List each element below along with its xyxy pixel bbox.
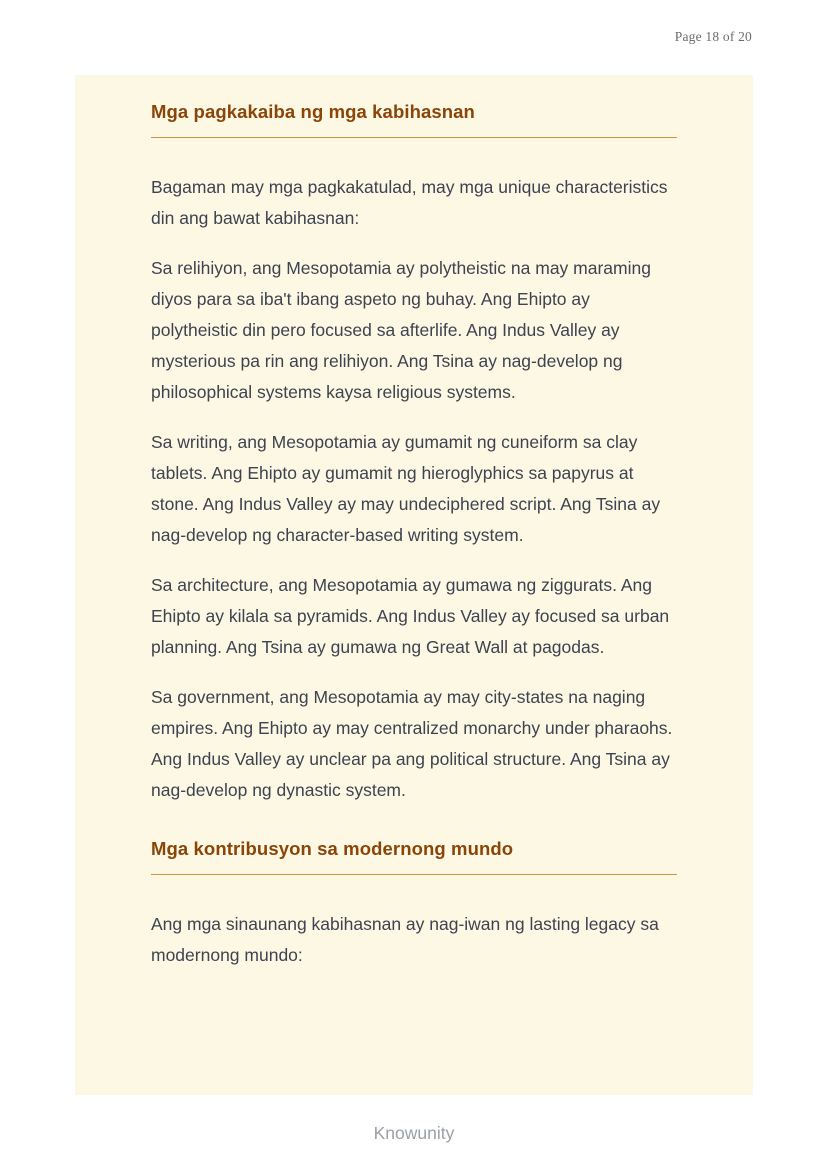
paragraph-religion: Sa relihiyon, ang Mesopotamia ay polytheistic na may maraming diyos para sa iba't ibang aspeto ng buhay. Ang Ehipto ay polytheistic din pero focused sa afterlife. Ang Indus Valley ay mysterious pa rin ang relihiyon. Ang Tsina ay nag-develop ng philosophical systems kaysa religious systems. [151, 258, 651, 402]
paragraph-architecture: Sa architecture, ang Mesopotamia ay gumawa ng ziggurats. Ang Ehipto ay kilala sa pyramids. Ang Indus Valley ay focused sa urban planning. Ang Tsina ay gumawa ng Great Wall at pagodas. [151, 575, 670, 657]
footer-brand: Knowunity [373, 1123, 455, 1143]
section-differences [151, 101, 677, 806]
section-heading-contributions: Mga kontribusyon sa modernong mundo [151, 838, 514, 859]
page-indicator: Page 18 of 20 [674, 29, 752, 44]
paragraph-writing: Sa writing, ang Mesopotamia ay gumamit ng cuneiform sa clay tablets. Ang Ehipto ay gumamit ng hieroglyphics sa papyrus at stone. Ang Indus Valley ay may undeciphered script. Ang Tsina ay nag-develop ng character-based writing system. [151, 432, 661, 545]
paragraph-government: Sa government, ang Mesopotamia ay may city-states na naging empires. Ang Ehipto ay may centralized monarchy under pharaohs. Ang Indus Valley ay unclear pa ang political structure. Ang Tsina ay nag-develop ng dynastic system. [151, 687, 673, 800]
section-contributions [151, 838, 677, 971]
heading-divider [151, 874, 677, 875]
heading-divider [151, 137, 677, 138]
paragraph-legacy-intro: Ang mga sinaunang kabihasnan ay nag-iwan ng lasting legacy sa modernong mundo: [151, 914, 659, 965]
paragraph-intro: Bagaman may mga pagkakatulad, may mga unique characteristics din ang bawat kabihasnan: [151, 177, 668, 228]
section-heading-differences: Mga pagkakaiba ng mga kabihasnan [151, 101, 475, 122]
content-card [75, 75, 753, 1095]
